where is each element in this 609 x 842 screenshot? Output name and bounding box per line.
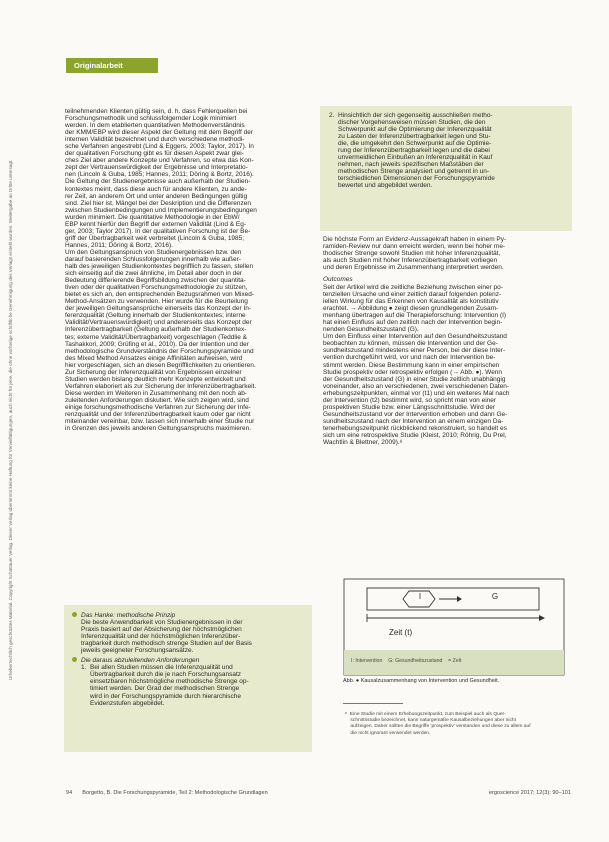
text-line: Forschungsmethodik und schlussfolgernder Logik minimiert xyxy=(65,115,237,123)
text-line: halb des jeweiligen Studienkontextes begrifflich zu fassen, stellen xyxy=(65,263,254,271)
journal-citation: ergoscience 2017; 12(3): 90–101 xyxy=(488,790,571,796)
text-line: prospektiven Studie bzw. einer Längsschnittstudie. Wird der xyxy=(323,403,495,411)
text-line: der KMM/EBP wird dieser Aspekt der Geltung mit dem Begriff der xyxy=(65,129,253,137)
requirement-two-text xyxy=(329,112,567,190)
requirements-item xyxy=(72,657,304,664)
author-title: Borgetto, B. Die Forschungspyramide, Teil 2: Methodologische Grundlagen xyxy=(82,790,268,796)
requirements-text xyxy=(72,664,304,706)
principle-item xyxy=(72,612,304,619)
figure-caption: Abb. ● Kausalzusammenhang von Intervention und Gesundheit. xyxy=(343,678,500,684)
text-line: methodischen Strenge analysiert und getrennt in un- xyxy=(329,168,490,176)
text-line: voneinander, also an verschiedenen, zwei verschiedenen Daten- xyxy=(323,382,510,390)
text-line: darauf basierenden Schlussfolgerungen innerhalb wie außer- xyxy=(65,255,241,263)
text-line: thodischer Strenge sowohl Studien mit hoher Inferenzqualität, xyxy=(323,250,501,258)
text-line: bewertet und abgebildet werden. xyxy=(329,182,433,190)
text-line: Inferenzqualität und der höchstmöglichen Inferenzüber- xyxy=(81,633,241,641)
text-line: ferenzqualität (Geltung innerhalb der Studienkontextes; interne xyxy=(65,312,246,320)
text-line: Verfahren elaboriert als zur Sicherung der Inferenzübertragbarkeit. xyxy=(65,382,257,390)
text-line: rung der Inferenzübertragbarkeit legen und die dabei xyxy=(329,147,490,155)
text-line: nen (Lincoln & Guba, 1985; Hannes, 2011; Döring & Bortz, 2016). xyxy=(65,171,254,179)
text-line: zuleitenden Anforderungen diskutiert. Wie sich zeigen wird, sind xyxy=(65,396,249,404)
text-line: tenziellen Ursache und einer zeitlich darauf folgenden potenz- xyxy=(323,291,502,299)
text-line: zu Lasten der Inferenzübertragbarkeit legen und Stu- xyxy=(329,133,491,141)
text-line: Method-Ansätzen zu verwenden. Hier wurde für die Beurteilung xyxy=(65,298,248,306)
text-line: tiven oder der qualitativen Forschungsmethodologie zu stützen, xyxy=(65,284,248,292)
text-line: Um den Einfluss einer Intervention auf den Gesundheitszustand xyxy=(323,333,507,341)
text-line: vention durchgeführt wird, vor und nach der Intervention be- xyxy=(323,354,496,362)
text-line: der Gesundheitszustand (G) in einer Studie zeitlich unabhängig xyxy=(323,375,506,383)
footnote-rule xyxy=(343,703,403,704)
text-line: als auch Studien mit hoher Inferenzübertragbarkeit vorliegen xyxy=(323,257,498,265)
figure-legend: I: Intervention G: Gesundheitszustand = Zeit xyxy=(351,658,462,664)
principle-box xyxy=(64,605,312,752)
text-line: tes; externe Validität/Übertragbarkeit) vorgeschlagen (Teddlie & xyxy=(65,333,247,341)
text-line: miteinander vereinbar, bzw. lassen sich innerhalb einer Studie nur xyxy=(65,418,255,426)
text-line: werden. In dem etablierten quantitativen Methodenverständnis xyxy=(65,122,245,130)
text-line: internen Validität bezeichnet und durch verschiedene methodi- xyxy=(65,136,245,144)
node-g-label: G xyxy=(491,592,499,601)
node-i-label: I xyxy=(418,592,422,601)
section-label: Originalarbeit xyxy=(66,58,158,73)
text-line: ramiden-Review nur dann erreicht werden, wenn bei hoher me- xyxy=(323,243,506,251)
text-line: nenden Gesundheitszustand (G). xyxy=(323,326,419,334)
footnote-line: schnittsstudie bezeichnet, kann naturgemäße Kausalbeziehungen aber nicht xyxy=(345,718,517,724)
text-line: Übertragbarkeit durch die je nach Forschungsansatz xyxy=(81,671,242,679)
text-line: unvermeidlichen Einbußen an Inferenzqualität in Kauf xyxy=(329,154,493,162)
text-line: zept der Vertrauenswürdigkeit der Ergebnisse und Interpretatio- xyxy=(65,164,248,172)
text-line: Zur Sicherung der Inferenzqualität von Ergebnissen einzelner xyxy=(65,368,242,376)
text-line: hier vorgeschlagen, sich an diesen Begrifflichkeiten zu orientieren. xyxy=(65,361,256,369)
principle-text xyxy=(72,619,304,654)
text-line: des Mixed Method Ansatzes einige Affinitäten aufweisen, wird xyxy=(65,354,243,362)
bullet-icon xyxy=(72,612,77,617)
text-line: methodologische Grundverständnis der Forschungspyramide und xyxy=(65,347,254,355)
text-line: terschiedlichen Dimensionen der Forschungspyramide xyxy=(329,175,495,183)
text-line: Die beste Anwendbarkeit von Studienergebnissen in der xyxy=(81,619,243,627)
right-column-paragraph xyxy=(323,236,571,271)
text-line: hat einen Einfluss auf den zeitlich nach der Intervention begin- xyxy=(323,319,503,327)
text-line: sind. Ziel hier ist, Mängel bei der Deskription und die Differenzen xyxy=(65,199,251,207)
text-line: einige forschungsmethodische Verfahren zur Sicherung der Infe- xyxy=(65,403,251,411)
text-line: wurden minimiert. Die quantitative Methodologie in der EbW/ xyxy=(65,213,240,221)
text-line: sich einseitig auf die zwei ähnliche, im Detail aber doch in der xyxy=(65,270,243,278)
text-line: und deren Ergebnisse im Zusammenhang interpretiert werden. xyxy=(323,264,504,272)
text-line: Hannes, 2011; Döring & Bortz, 2016). xyxy=(65,241,173,249)
text-line: nehmen, nach jeweils spezifischen Maßstäben der xyxy=(329,161,484,169)
text-line: iellen Wirkung für das Erkennen von Kausalität als konstitutiv xyxy=(323,298,499,306)
text-line: beobachten zu können, müssen die Intervention und der Ge- xyxy=(323,340,498,348)
text-line: Wachtlin & Blettner, 2009).⁸ xyxy=(323,439,403,447)
text-line: Seit der Artikel wird die zeitliche Beziehung zwischen einer po- xyxy=(323,284,503,291)
axis-label: Zeit (t) xyxy=(389,628,413,637)
text-line: Praxis basiert auf der Absicherung der höchstmöglichen xyxy=(81,626,242,634)
text-line: der qualitativen Forschung gibt es für diesen Aspekt zwar glei- xyxy=(65,150,244,158)
text-line: stimmt werden. Diese Bestimmung kann in einer empirischen xyxy=(323,361,500,369)
text-line: Studie prospektiv oder retrospektiv erfolgen (→ Abb. ●). Wenn xyxy=(323,368,503,376)
text-line: sundheitszustand mindestens einer Person, bei der diese Inter- xyxy=(323,347,506,355)
page-footer xyxy=(66,790,571,796)
footnote-line: die nicht ignorant verwendet werden. xyxy=(345,730,431,736)
text-line: erhebungszeitpunkten, einmal vor (t1) und ein weiteres Mal nach xyxy=(323,389,510,397)
text-line: Validität/Vertrauenswürdigkeit) und andererseits das Konzept der xyxy=(65,319,252,327)
bullet-icon xyxy=(72,657,77,662)
text-line: 1. Bei allen Studien müssen die Inferenzqualität und xyxy=(81,664,233,672)
text-line: sundheitszustand nach der Intervention an einem einzigen Da- xyxy=(323,417,504,425)
text-line: griff der Übertragbarkeit weit verbreitet (Lincoln & Guba, 1985; xyxy=(65,234,245,242)
text-line: 2. Hinsichtlich der sich gegenseitig ausschließen metho- xyxy=(329,112,493,119)
text-line: sche Verfahren angestrebt (Lind & Eggers, 2003; Taylor, 2017). In xyxy=(65,143,254,151)
text-line: kontextes meint, dass diese auch für andere Klienten, zu ande- xyxy=(65,185,247,193)
text-line: erachtet. → Abbildung ● zeigt diesen grundlegenden Zusam- xyxy=(323,305,499,313)
text-line: ches Ziel aber andere Konzepte und Verfahren, so etwa das Kon- xyxy=(65,157,254,165)
text-line: sich um eine retrospektive Studie (Kleist, 2010; Röhrig, Du Prel, xyxy=(323,431,507,439)
causality-figure xyxy=(343,578,565,676)
text-line: einsetzbaren höchstmögliche methodische Strenge op- xyxy=(81,678,249,686)
text-line: Studien werden bislang deutlich mehr Konzepte entwickelt und xyxy=(65,375,246,383)
text-line: Bedeutung differierende Begriffsbildung zwischen der quantita- xyxy=(65,277,246,285)
text-line: timiert werden. Der Grad der methodischen Strenge xyxy=(81,685,240,693)
text-line: der Intervention (t2) bestimmt wird, so spricht man von einer xyxy=(323,396,497,404)
text-line: bietet es sich an, den entsprechenden Bezugsrahmen von Mixed- xyxy=(65,291,254,299)
copyright-side-note: Urheberrechtlich geschütztes Material. Copyright Schattauer Verlag. Dieser Verlag übernimmt keine Haftung für Vervielfältigungen, auch nicht für jene, die ohne vorherige schriftliche Genehmigung des Verlags erstellt wurden. Weitergabe an Dritte untersagt. xyxy=(8,159,13,681)
text-line: zwischen Studienbedingungen und Implementierungsbedingungen xyxy=(65,206,257,214)
text-line: in Grenzen des jeweils anderen Geltungsanspruchs maximieren. xyxy=(65,425,252,433)
left-column xyxy=(65,108,308,432)
text-line: Diese werden im Weiteren in Zusammenhang mit den noch ab- xyxy=(65,389,247,397)
requirements-heading: Die daraus abzuleitenden Anforderungen xyxy=(81,657,200,665)
text-line: die, die umgekehrt den Schwerpunkt auf die Optimie- xyxy=(329,140,492,148)
text-line: ger, 2003; Taylor 2017). In der qualitativen Forschung ist der Be- xyxy=(65,227,251,235)
text-line: Gesundheitszustand vor der Intervention erhoben und dann Ge- xyxy=(323,410,508,418)
text-line: EBP kennt hierfür den Begriff der externen Validität (Lind & Eg- xyxy=(65,220,247,228)
requirement-two-box xyxy=(320,106,572,231)
footnote-line: aufzeigen. Daher sollten die Begriffe 'prospektiv' verstanden und diese zu allem auf xyxy=(345,724,531,730)
text-line: jeweils geeigneter Forschungsansätze. xyxy=(81,647,194,655)
text-line: tragbarkeit durch methodisch strenge Studien auf der Basis xyxy=(81,640,252,648)
right-column-outcomes xyxy=(323,284,571,446)
text-line: teilnehmenden Klienten gültig sein, d. h. dass Fehlerquellen bei xyxy=(65,108,248,115)
text-line: Tashakkori, 2009; Grüfing et al., 2010). Da der Intention und der xyxy=(65,340,249,348)
page-number: 94 xyxy=(66,790,73,796)
text-line: Inferenzübertragbarkeit (Geltung außerhalb der Studienkontex- xyxy=(65,326,247,334)
text-line: renzqualität und der Inferenzübertragbarkeit kaum oder gar nicht xyxy=(65,411,251,419)
text-line: discher Vorgehensweisen müssen Studien, die den xyxy=(329,119,486,127)
text-line: Um den Geltungsanspruch von Studienergebnissen bzw. den xyxy=(65,248,242,256)
text-line: rer Zeit, an anderem Ort und unter anderen Bedingungen gültig xyxy=(65,192,248,200)
principle-heading: Das Hanke: methodische Prinzip xyxy=(81,612,176,619)
text-line: der jeweiligen Geltungsansprüche einerseits das Konzept der In- xyxy=(65,305,252,313)
text-line: Die höchste Form an Evidenz-Aussagekraft haben in einem Py- xyxy=(323,236,507,243)
footnote-line: ⁸ Eine Studie mit einem Erhebungszeitpunkt, zum Beispiel auch als Quer- xyxy=(345,712,506,717)
text-line: Evidenzstufen abgebildet. xyxy=(81,699,165,707)
outcomes-heading: Outcomes xyxy=(323,276,353,283)
text-line: tenerhebungszeitpunkt rückblickend rekonstruiert, so handelt es xyxy=(323,424,507,432)
text-line: Die Geltung der Studienergebnisse auch außerhalb der Studien- xyxy=(65,178,251,186)
text-line: menhang übertragen auf die Therapieforschung: Intervention (I) xyxy=(323,312,507,320)
footnote xyxy=(345,712,570,737)
text-line: Schwerpunkt auf die Optimierung der Inferenzqualität xyxy=(329,126,492,134)
text-line: wird in der Forschungspyramide durch hierarchische xyxy=(81,692,242,700)
